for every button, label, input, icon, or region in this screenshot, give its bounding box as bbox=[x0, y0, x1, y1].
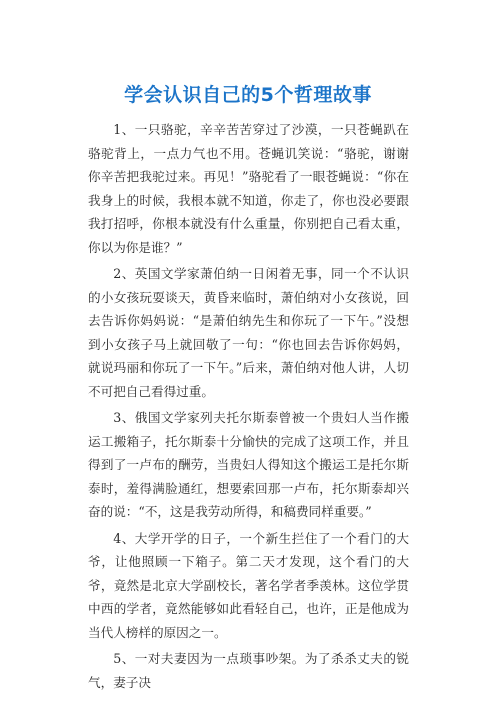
story-paragraph-5: 5、一对夫妻因为一点琐事吵架。为了杀杀丈夫的锐气，妻子决 bbox=[88, 651, 409, 690]
story-paragraph-1: 1、一只骆驼，辛辛苦苦穿过了沙漠，一只苍蝇趴在骆驼背上，一点力气也不用。苍蝇讥笑说：“骆驼，谢谢你辛苦把我驼过来。再见！”骆驼看了一眼苍蝇说：“你在我身上的时候，我根本就不知道，你走了，你也没必要跟我打招呼，你根本就没有什么重量，你别把自己看太重，你以为你是谁？” bbox=[88, 122, 409, 255]
document-title: 学会认识自己的5个哲理故事 bbox=[124, 84, 372, 106]
document-body bbox=[88, 118, 409, 697]
story-paragraph-2: 2、英国文学家萧伯纳一日闲着无事，同一个不认识的小女孩玩耍谈天，黄昏来临时，萧伯纳对小女孩说，回去告诉你妈妈说：“是萧伯纳先生和你玩了一下午。”没想到小女孩子马上就回敬了一句：“你也回去告诉你妈妈，就说玛丽和你玩了一下午。”后来，萧伯纳对他人讲，人切不可把自己看得过重。 bbox=[88, 266, 409, 399]
story-paragraph-4: 4、大学开学的日子，一个新生拦住了一个看门的大爷，让他照顾一下箱子。第二天才发现，这个看门的大爷，竟然是北京大学副校长，著名学者季羡林。这位学贯中西的学者，竟然能够如此看轻自己，也许，正是他成为当代人榜样的原因之一。 bbox=[88, 530, 409, 640]
story-paragraph-3: 3、俄国文学家列夫托尔斯泰曾被一个贵妇人当作搬运工搬箱子，托尔斯泰十分愉快的完成了这项工作，并且得到了一卢布的酬劳，当贵妇人得知这个搬运工是托尔斯泰时，羞得满脸通红，想要索回那一卢布，托尔斯泰却兴奋的说：“不，这是我劳动所得，和稿费同样重要。” bbox=[88, 410, 409, 519]
